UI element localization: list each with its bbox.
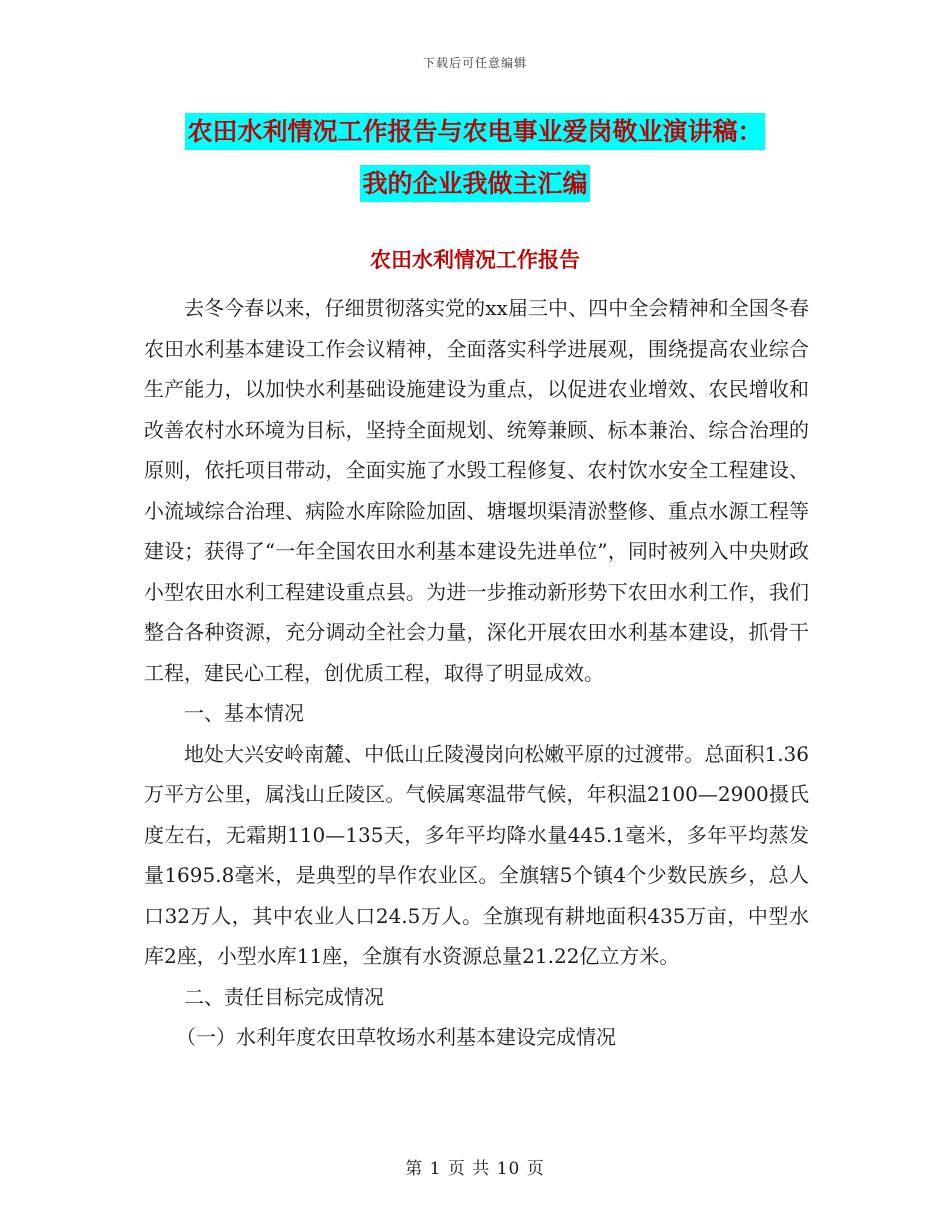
document-title bbox=[0, 106, 950, 210]
document-title-line-2: 我的企业我做主汇编 bbox=[360, 165, 589, 202]
subheading-annual-construction: （一）水利年度农田草牧场水利基本建设完成情况 bbox=[176, 1025, 616, 1049]
heading-target-completion: 二、责任目标完成情况 bbox=[184, 984, 384, 1009]
page-header-note: 下载后可任意编辑 bbox=[422, 56, 527, 70]
heading-basic-situation: 一、基本情况 bbox=[184, 701, 304, 725]
paragraph-intro: 去冬今春以来，仔细贯彻落实党的xx届三中、四中全会精神和全国冬春农田水利基本建设工作会议精神，全面落实科学进展观，围绕提高农业综合生产能力，以加快水利基础设施建设为重点，以促进农业增效、农民增收和改善农村水环境为目标，坚持全面规划、统筹兼顾、标本兼治、综合治理的原则，依托项目带动，全面实施了水毁工程修复、农村饮水安全工程建设、小流域综合治理、病险水库除险加固、塘堰坝渠清淤整修、重点水源工程等建设；获得了“一年全国农田水利基本建设先进单位”，同时被列入中央财政小型农田水利工程建设重点县。为进一步推动新形势下农田水利工作，我们整合各种资源，充分调动全社会力量，深化开展农田水利基本建设，抓骨干工程，建民心工程，创优质工程，取得了明显成效。 bbox=[144, 296, 809, 685]
section-title: 农田水利情况工作报告 bbox=[370, 248, 580, 272]
page-number: 第 1 页 共 10 页 bbox=[405, 1159, 545, 1179]
paragraph-basic-situation: 地处大兴安岭南麓、中低山丘陵漫岗向松嫩平原的过渡带。总面积1.36万平方公里，属浅山丘陵区。气候属寒温带气候，年积温2100—2900摄氏度左右，无霜期110—135天，多年平均降水量445.1毫米，多年平均蒸发量1695.8毫米，是典型的旱作农业区。全旗辖5个镇4个少数民族乡，总人口32万人，其中农业人口24.5万人。全旗现有耕地面积435万亩，中型水库2座，小型水库11座，全旗有水资源总量21.22亿立方米。 bbox=[144, 741, 809, 968]
document-title-line-1: 农田水利情况工作报告与农电事业爱岗敬业演讲稿： bbox=[185, 113, 764, 150]
document-body bbox=[144, 288, 809, 1058]
